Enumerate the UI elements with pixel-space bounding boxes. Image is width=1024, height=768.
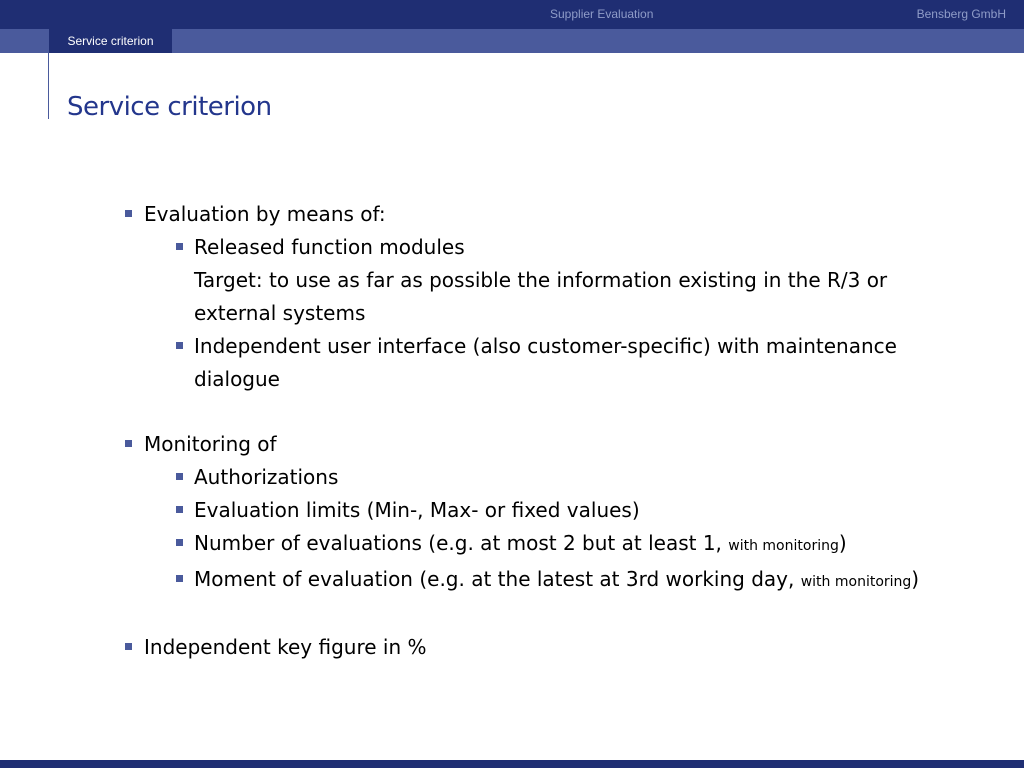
- bullet-square-icon: [125, 643, 132, 650]
- bullet-square-icon: [125, 210, 132, 217]
- bottom-bar: [0, 760, 1024, 768]
- sub-bullet-item: [0, 231, 1024, 264]
- sub-bullet-text: Authorizations: [194, 465, 339, 489]
- bullet-list: [0, 198, 1024, 664]
- bullet-square-icon: [176, 243, 183, 250]
- sub-bullet-text: Evaluation limits (Min-, Max- or fixed values): [194, 498, 640, 522]
- sub-bullet-item: [0, 330, 1024, 363]
- bullet-square-icon: [176, 506, 183, 513]
- sub-bullet-continuation: external systems: [194, 301, 366, 325]
- sub-bullet-continuation: dialogue: [194, 367, 280, 391]
- bullet-text: Evaluation by means of:: [144, 202, 386, 226]
- company-name: Bensberg GmbH: [916, 7, 1006, 21]
- sub-bullet-text: Moment of evaluation (e.g. at the latest at 3rd working day,: [194, 567, 801, 591]
- sub-bullet-close: ): [911, 567, 920, 591]
- bullet-item: [0, 428, 1024, 461]
- bullet-square-icon: [176, 473, 183, 480]
- bullet-item: [0, 198, 1024, 231]
- bullet-item: [0, 631, 1024, 664]
- sub-bullet-item: [0, 461, 1024, 494]
- sub-bullet-note: with monitoring: [728, 538, 839, 554]
- sub-bullet-text: Independent user interface (also customer-specific) with maintenance: [194, 334, 897, 358]
- presentation-title: Supplier Evaluation: [550, 7, 654, 21]
- sub-bullet-item: [0, 563, 1024, 599]
- sub-bullet-text: Released function modules: [194, 235, 465, 259]
- slide-title: Service criterion: [67, 92, 272, 122]
- top-header-bar: [0, 0, 1024, 29]
- sub-bullet-item: [0, 527, 1024, 563]
- sub-bullet-continuation: Target: to use as far as possible the information existing in the R/3 or: [194, 268, 888, 292]
- bullet-square-icon: [125, 440, 132, 447]
- bullet-square-icon: [176, 342, 183, 349]
- bullet-text: Monitoring of: [144, 432, 277, 456]
- sub-bullet-note: with monitoring: [800, 574, 912, 590]
- sub-bullet-text: Number of evaluations (e.g. at most 2 but at least 1,: [194, 531, 729, 555]
- bullet-square-icon: [176, 575, 183, 582]
- bullet-square-icon: [176, 539, 183, 546]
- left-divider: [48, 29, 49, 119]
- bullet-text: Independent key figure in %: [144, 635, 427, 659]
- section-tab: Service criterion: [49, 29, 172, 53]
- sub-bullet-item: [0, 494, 1024, 527]
- sub-bullet-close: ): [838, 531, 847, 555]
